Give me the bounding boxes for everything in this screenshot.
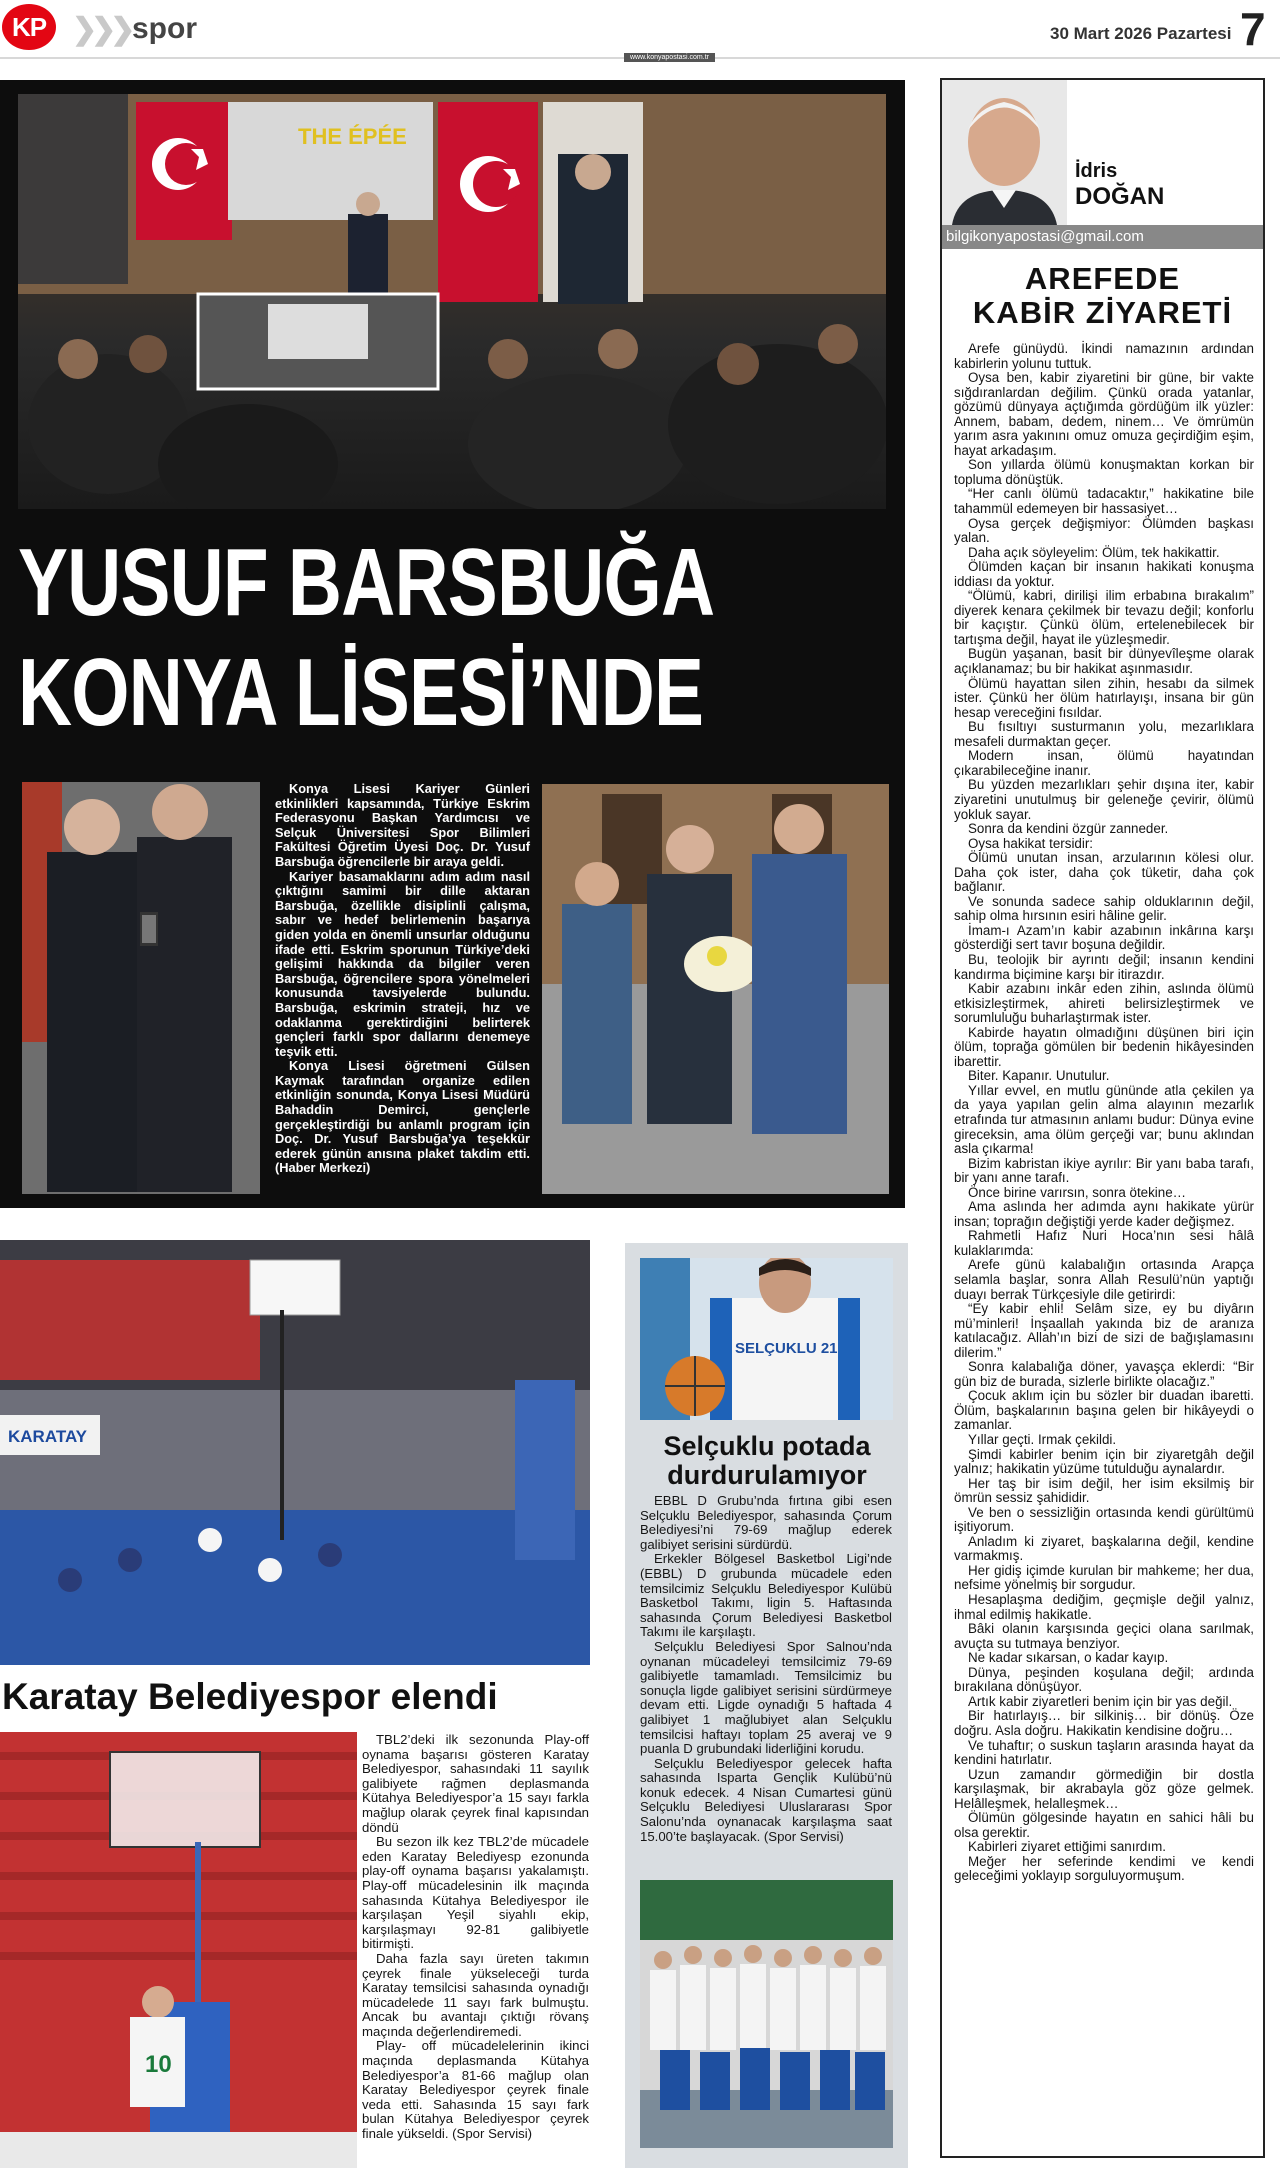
column-paragraph: Her taş bir isim değil, her isim eksilmiş bir ömrün sessiz şahididir.	[954, 1475, 1254, 1506]
issue-date: 30 Mart 2026 Pazartesi	[1050, 24, 1232, 43]
column-title-line-2: KABİR ZİYARETİ	[972, 295, 1233, 330]
karatay-paragraph: Daha fazla sayı üreten takımın çeyrek finale yükseleceği turda Karatay temsilcisi sahasında oynadığı mücadelede 11 sayı fark bulmuştu. Ancak bu avantajı çıktığı rövanş maçında değerlendiremedi.	[362, 1950, 589, 2039]
column-paragraph: Biter. Kapanır. Unutulur.	[968, 1068, 1110, 1084]
column-paragraph: Uzun zamandır görmediğin bir dostla karşılaşmak, bir akrabayla göz göze gelmek. Helâlleşmek, helalleşmek…	[954, 1766, 1254, 1811]
opinion-column	[940, 78, 1265, 2158]
column-paragraph: Arefe günüydü. İkindi namazının ardından kabirlerin yolunu tuttuk.	[954, 341, 1254, 371]
karatay-paragraph: Play- off mücadelelerinin ikinci maçında deplasmanda Kütahya Belediyespor’a 81-66 mağlup olan Karatay Belediyespor çeyrek finale veda etti. Sahasında 15 sayı fark bulan Kütahya Belediyespor çeyrek finale yükseldi. (Spor Servisi)	[362, 2038, 589, 2142]
lead-headline-line-2: KONYA LİSESİ’NDE	[18, 639, 704, 746]
column-paragraph: Hesaplaşma dediğim, geçmişle değil yalnız, ihmal edilmiş hakikatle.	[954, 1592, 1254, 1622]
lead-story	[0, 80, 905, 1208]
column-paragraph: Dünya, peşinden koşulana değil; ardında bırakılana dönüşüyor.	[954, 1664, 1254, 1695]
selcuklu-story-body	[640, 1494, 892, 1844]
columnist-portrait-illustration	[942, 80, 1067, 225]
karatay-paragraph: TBL2’deki ilk sezonunda Play-off oynama başarısı gösteren Karatay Belediyespor, sahasındaki 11 sayılık galibiyete rağmen deplasmanda Kütahya Belediyespor’a 15 sayı farkla mağlup olarak çeyrek final kapısından döndü	[362, 1732, 589, 1835]
selcuklu-headline: Selçuklu potada durdurulamıyor	[663, 1431, 871, 1490]
lead-headline	[18, 528, 888, 748]
freethrow-illustration	[0, 1732, 357, 2168]
column-paragraph: Yıllar evvel, en mutlu gününde atla çekilen ya da yaya yapılan gelin alma alayının mezarlık etrafında tur atmasının anlamı budur: Dünya evine gireceksin, ama ölüm gerçeği var; bunu aklından asla çıkarma!	[954, 1082, 1254, 1157]
column-paragraph: “Ey kabir ehli! Selâm size, ey bu diyârın mü’minleri! İnşaallah yakında biz de aranıza katılacağız. Allah’ın bizi de sizi de bağışlamasını dilerim.”	[954, 1301, 1254, 1360]
column-paragraph: Meğer her seferinde kendimi ve kendi geleceğimi yoklayıp sorguluyormuşum.	[954, 1853, 1254, 1884]
column-paragraph: Ve sonunda sadece sahip olduklarının değil, sahip olma hırsının esiri hâline gelir.	[954, 893, 1254, 924]
column-paragraph: Ölümün gölgesinde hayatın en sahici hâli bu olsa gerektir.	[954, 1810, 1254, 1840]
karatay-jersey-number: 10	[145, 2051, 172, 2078]
lead-paragraph: Konya Lisesi öğretmeni Gülsen Kaymak tarafından organize edilen etkinliğin sonunda, Konya Lisesi Müdürü Bahaddin Demirci, gençlerle gerçekleştirdiği bu anlamlı program için Doç. Dr. Yusuf Barsbuğa’ya teşekkür ederek günün anısına plaket takdim etti. (Haber Merkezi)	[275, 1058, 530, 1176]
column-paragraph: Bu, teolojik bir ayrıntı değil; insanın kendini kandırma biçimine karşı bir itirazdır.	[954, 951, 1254, 982]
selcuklu-paragraph: Selçuklu Belediyesi Spor Salnou’nda oynanan mücadeleyi temsilcimiz 79-69 galibiyetle tamamladı. Temsilcimiz bu sonuçla ligde galibiyet serisini sürdürmeye devam etti. Ligde oynadığı 5 haftada 4 galibiyet 1 mağlubiyet alan Selçuklu temsilcisi haftayı toplam 25 averaj ve 9 puanla D grubundaki liderliğini korudu.	[640, 1638, 892, 1757]
column-paragraph: Ölümü unutan insan, arzularının kölesi olur. Daha çok ister, daha çok tüketir, daha çok bağlanır.	[954, 850, 1254, 895]
section-name[interactable]: spor	[132, 12, 198, 45]
column-paragraph: Son yıllarda ölümü konuşmaktan korkan bir topluma dönüştük.	[954, 457, 1254, 487]
column-paragraph: Oysa ben, kabir ziyaretini bir güne, bir vakte sığdıranlardan değilim. Çünkü orada yatanlar, gözümü dünyaya açtığımda gördüğüm ilk yüzler: Annem, babam, dedem, ninem… Ve ömrümün yarım asra yakınını omuz omuza geçirdiğim eşim, hayat arkadaşım.	[954, 370, 1254, 458]
conference-scene-illustration	[18, 94, 886, 509]
page-number: 7	[1240, 3, 1266, 55]
column-paragraph: İmam-ı Azam’ın kabir azabının inkârına karşı gösterdiği sert tavır boşuna değildir.	[954, 922, 1254, 953]
site-url[interactable]: www.konyapostasi.com.tr	[624, 53, 715, 62]
screen-text: THE ÉPÉE	[298, 124, 407, 149]
column-paragraph: Sonra kalabalığa döner, yavaşça eklerdi: “Bir gün biz de burada, sizlerle birlikte olacağız.”	[954, 1359, 1254, 1389]
column-paragraph: Modern insan, ölümü hayatından çıkarabileceğine inanır.	[954, 748, 1254, 778]
column-paragraph: Ölümden kaçan bir insanın hakikati konuşma iddiası da yoktur.	[954, 559, 1254, 589]
column-paragraph: Yıllar geçti. Irmak çekildi.	[968, 1432, 1117, 1448]
column-paragraph: Şimdi kabirler benim için bir ziyaretgâh değil yalnız; hakikatin yüzüme tutulduğu aynalardır.	[954, 1446, 1254, 1477]
selcuklu-team-photo	[640, 1880, 893, 2148]
column-paragraph: Arefe günü kalabalığın ortasında Arapça selamla başlar, sonra Allah Resulü’nün yaptığı duayı berrak Türkçesiyle dile getirirdi:	[954, 1257, 1254, 1302]
column-paragraph: Bir hatırlayış… bir silkiniş… bir dönüş. Öze doğru. Asla doğru. Hakikatin kendisine doğru…	[954, 1708, 1254, 1738]
plaque-ceremony-illustration	[22, 782, 260, 1194]
column-body	[954, 342, 1254, 1884]
column-paragraph: Daha açık söyleyelim: Ölüm, tek hakikattir.	[968, 544, 1220, 560]
selcuklu-paragraph: Selçuklu Belediyespor gelecek hafta sahasında Isparta Gençlik Kulübü’nü konuk edecek. 4 Nisan Cumartesi günü Selçuklu Belediyesi Uluslararası Spor Salonu’nda oynanacak karşılaşma saat 15.00’te başlayacak. (Spor Servisi)	[640, 1755, 892, 1844]
columnist-email[interactable]: bilgikonyapostasi@gmail.com	[942, 225, 1263, 249]
column-paragraph: Bâki olanın karşısında geçici olana sarılmak, avuçta su tutmaya benziyor.	[954, 1621, 1254, 1651]
column-paragraph: Bugün yaşanan, basit bir dünyevîleşme olarak açıklanamaz; bu bir hakikat aşınmasıdır.	[954, 646, 1254, 677]
column-paragraph: “Her canlı ölümü tadacaktır,” hakikatine bile tahammül edemeyen bir hassasiyet…	[954, 486, 1254, 517]
column-paragraph: Sonra da kendini özgür zanneder.	[968, 821, 1169, 837]
masthead	[0, 0, 1280, 61]
karatay-game-photo	[0, 1240, 590, 1665]
columnist-first-name: İdris	[1075, 160, 1118, 182]
karatay-banner-text: KARATAY	[8, 1427, 88, 1446]
karatay-story-body	[362, 1733, 589, 2142]
lead-photo-group	[542, 784, 889, 1194]
selcuklu-paragraph: Erkekler Bölgesel Basketbol Ligi’nde (EBBL) D grubunda mücadele eden temsilcimiz Selçuklu Belediyespor Kulübü Basketbol Takımı, ligin 5. Haftasında sahasında Çorum Belediyesi Basketbol Takımı ile karşılaştı.	[640, 1551, 892, 1640]
lead-photo-conference	[18, 94, 886, 509]
karatay-freethrow-photo	[0, 1732, 357, 2168]
newspaper-logo[interactable]: KP	[2, 4, 56, 50]
selcuklu-player-illustration	[640, 1258, 893, 1420]
selcuklu-jersey-text: SELÇUKLU 21	[735, 1340, 838, 1357]
column-title-line-1: AREFEDE	[1024, 261, 1181, 296]
lead-paragraph: Konya Lisesi Kariyer Günleri etkinlikleri kapsamında, Türkiye Eskrim Federasyonu Başkan Yardımcısı ve Selçuk Üniversitesi Spor Bilimleri Fakültesi Öğretim Üyesi Doç. Dr. Yusuf Barsbuğa öğrencilerle bir araya geldi.	[275, 781, 530, 869]
column-paragraph: Kabirleri ziyaret ettiğimi sanırdım.	[968, 1839, 1166, 1855]
column-paragraph: Oysa gerçek değişmiyor: Ölümden başkası yalan.	[954, 515, 1254, 546]
column-paragraph: Ve tuhaftır; o suskun taşların arasında hayat da kendini hatırlatır.	[954, 1737, 1254, 1768]
karatay-headline: Karatay Belediyespor elendi	[2, 1676, 498, 1717]
column-paragraph: Bizim kabristan ikiye ayrılır: Bir yanı baba tarafı, bir yanı anne tarafı.	[954, 1155, 1254, 1186]
column-paragraph: Çocuk aklım için bu sözler bir duadan ibaretti. Ölüm, başkalarının başına gelen bir hikâyeydi o zamanlar.	[954, 1388, 1254, 1433]
column-paragraph: Artık kabir ziyaretleri benim için bir yas değil.	[968, 1693, 1233, 1709]
columnist-photo	[942, 80, 1067, 225]
column-paragraph: Kabir azabını inkâr eden zihin, aslında ölümü etkisizleştirmek, ahireti belirsizleştirmek ve sorumluluğu buharlaştırmak ister.	[954, 981, 1254, 1026]
column-paragraph: Her gidiş içimde kurulan bir mahkeme; her dua, nefsime yönelmiş bir sorgudur.	[954, 1562, 1254, 1593]
column-title	[942, 262, 1263, 330]
column-paragraph: Ve ben o sessizliğin ortasında kendi gürültümü işitiyorum.	[954, 1504, 1254, 1535]
column-paragraph: Kabirde hayatın olmadığını düşünen biri için ölüm, toprağa gömülen bir bedenin hikâyesinden ibarettir.	[954, 1024, 1254, 1069]
column-paragraph: Bu fısıltıyı susturmanın yolu, mezarlıklara mesafeli durmaktan geçer.	[954, 719, 1254, 749]
column-paragraph: Bu yüzden mezarlıkları şehir dışına iter, kabir ziyaretini unutulmuş bir geleneğe çevirir, ölümü yokluk sayar.	[954, 777, 1254, 822]
lead-paragraph: Kariyer basamaklarını adım adım nasıl çıktığını samimi bir dille aktaran Barsbuğa, özellikle disiplinli çalışma, sabır ve hedef belirlemenin başarıya giden yolda en önemli unsurlar olduğunu ifade etti. Eskrim sporunun Türkiye’deki gelişimi hakkında da bilgiler veren Barsbuğa, öğrencilere spora yönelmeleri konusunda tavsiyelerde bulundu. Barsbuğa, eskrimin strateji, hız ve odaklanma gerektirdiğini belirterek gençleri farklı spor dallarını denemeye teşvik etti.	[275, 868, 530, 1059]
column-paragraph: Anladım ki ziyaret, başkalarına değil, kendine varmakmış.	[954, 1533, 1254, 1564]
columnist-last-name: DOĞAN	[1075, 183, 1165, 210]
column-paragraph: “Ölümü, kabri, dirilişi ilim erbabına bırakalım” diyerek kenara çekilmek bir tevazu değil; konforlu bir kaçıştır. Çünkü ölüm, ertelenebilecek bir tartışma değil, hayat ile yüzleşmedir.	[954, 588, 1254, 647]
basketball-game-illustration	[0, 1240, 590, 1665]
column-paragraph: Ama aslında her adımda aynı hakikate yürür insan; toprağın değiştiği yerde kader değişmez.	[954, 1199, 1254, 1229]
team-photo-illustration	[640, 1880, 893, 2148]
column-paragraph: Ne kadar sıkarsan, o kadar kayıp.	[968, 1650, 1169, 1666]
karatay-paragraph: Bu sezon ilk kez TBL2’de mücadele eden Karatay Belediyesp ezonunda play-off oynama başarısı yakalamıştı. Play-off mücadelesinin ilk maçında sahasında Kütahya Belediyespor ile karşılaşan Yeşil siyahlı ekip, karşılaşmayı 92-81 galibiyetle bitirmişti.	[362, 1834, 589, 1952]
selcuklu-player-photo	[640, 1258, 893, 1420]
chevron-right-icon: ❯❯❯	[72, 13, 130, 46]
selcuklu-paragraph: EBBL D Grubu’nda fırtına gibi esen Selçuklu Belediyespor, sahasında Çorum Belediyesi’ni 79-69 mağlup ederek galibiyet serisini sürdürdü.	[640, 1493, 892, 1552]
column-paragraph: Önce birine varırsın, sonra ötekine…	[968, 1184, 1187, 1200]
column-paragraph: Rahmetli Hafız Nuri Hoca’nın sesi hâlâ kulaklarımda:	[954, 1228, 1254, 1258]
lead-headline-line-1: YUSUF BARSBUĞA	[18, 529, 715, 636]
column-paragraph: Ölümü hayattan silen zihin, hesabı da silmek ister. Çünkü her ölüm hatırlayışı, insana bir gün hesap vereceğini fısıldar.	[954, 675, 1254, 720]
group-photo-illustration	[542, 784, 889, 1194]
column-paragraph: Oysa hakikat tersidir:	[968, 835, 1094, 851]
lead-story-body	[275, 782, 530, 1176]
lead-photo-plaque	[22, 782, 260, 1194]
